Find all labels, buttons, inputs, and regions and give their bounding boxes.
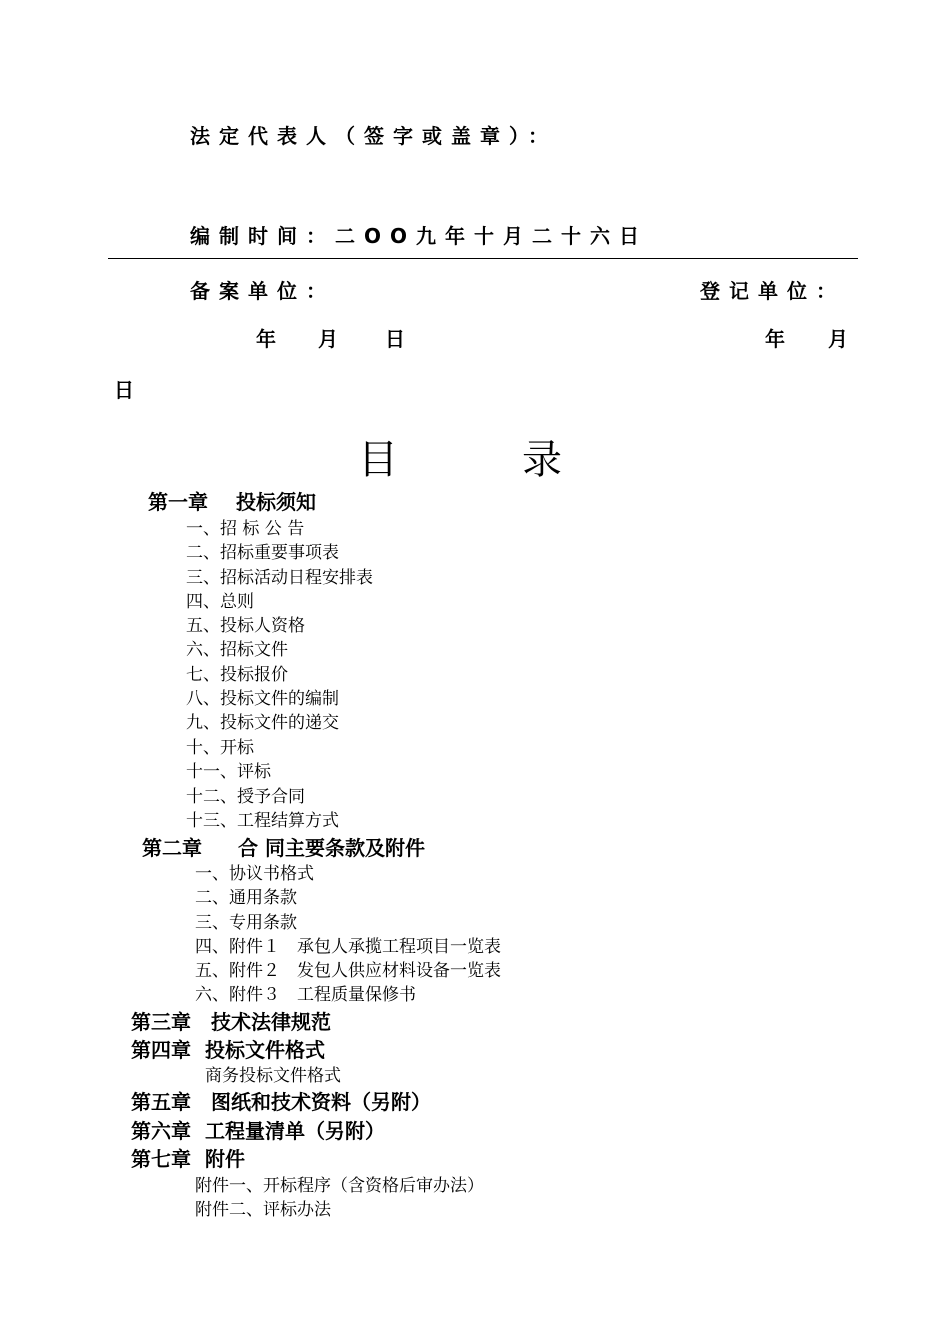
legal-representative-label: 法定代表人（签字或盖章）： (190, 124, 557, 148)
toc-item: 四、附件１ 承包人承揽工程项目一览表 (195, 937, 501, 957)
toc-chapter-5 (131, 1090, 431, 1114)
record-unit-label: 备案单位： (190, 279, 335, 303)
chapter-number: 第七章 (131, 1147, 191, 1171)
chapter-title: 图纸和技术资料（另附） (211, 1090, 431, 1114)
toc-item: 六、招标文件 (186, 640, 288, 660)
toc-item: 九、投标文件的递交 (186, 713, 339, 733)
toc-item: 六、附件３ 工程质量保修书 (195, 985, 416, 1005)
toc-item: 十一、评标 (186, 762, 271, 782)
toc-chapter-1 (148, 490, 316, 514)
toc-chapter-6 (131, 1119, 385, 1143)
compile-time-line (190, 220, 648, 249)
chapter-title: 技术法律规范 (211, 1010, 331, 1034)
toc-item: 八、投标文件的编制 (186, 689, 339, 709)
toc-item: 五、附件２ 发包人供应材料设备一览表 (195, 961, 501, 981)
chapter-number: 第一章 (148, 490, 208, 514)
register-unit-label: 登记单位： (700, 279, 845, 303)
date-left-month: 月 (318, 327, 347, 351)
chapter-title: 投标文件格式 (205, 1038, 325, 1062)
toc-chapter-2 (142, 836, 425, 860)
toc-item: 十二、授予合同 (186, 787, 305, 807)
date-right-day: 日 (114, 378, 143, 402)
toc-chapter-7 (131, 1147, 245, 1171)
chapter-title: 合 同主要条款及附件 (238, 836, 425, 860)
divider-line (108, 258, 858, 259)
toc-item: 十、开标 (186, 738, 254, 758)
toc-chapter-4 (131, 1038, 325, 1062)
toc-item: 二、通用条款 (195, 888, 297, 908)
toc-chapter-3 (131, 1010, 331, 1034)
chapter-number: 第四章 (131, 1038, 191, 1062)
toc-item: 一、招 标 公 告 (186, 519, 305, 539)
chapter-number: 第五章 (131, 1090, 191, 1114)
toc-item: 十三、工程结算方式 (186, 811, 339, 831)
toc-item: 商务投标文件格式 (205, 1066, 341, 1086)
date-right-year: 年 (765, 327, 794, 351)
toc-item: 一、协议书格式 (195, 864, 314, 884)
compile-time-value: 二OO九年十月二十六日 (335, 224, 649, 248)
toc-item: 二、招标重要事项表 (186, 543, 339, 563)
chapter-title: 投标须知 (236, 490, 316, 514)
toc-item: 七、投标报价 (186, 665, 288, 685)
chapter-number: 第六章 (131, 1119, 191, 1143)
toc-item: 三、招标活动日程安排表 (186, 568, 373, 588)
toc-item: 四、总则 (186, 592, 254, 612)
date-right-month: 月 (828, 327, 857, 351)
chapter-number: 第二章 (142, 836, 202, 860)
date-left-year: 年 (256, 327, 285, 351)
toc-item: 三、专用条款 (195, 913, 297, 933)
date-left-day: 日 (385, 327, 414, 351)
toc-item: 附件一、开标程序（含资格后审办法） (195, 1176, 484, 1196)
compile-time-label: 编制时间： (190, 224, 335, 248)
toc-title-right: 录 (522, 437, 562, 483)
toc-item: 附件二、评标办法 (195, 1200, 331, 1220)
chapter-number: 第三章 (131, 1010, 191, 1034)
toc-title-left: 目 (358, 437, 398, 483)
toc-item: 五、投标人资格 (186, 616, 305, 636)
chapter-title: 附件 (205, 1147, 245, 1171)
chapter-title: 工程量清单（另附） (205, 1119, 385, 1143)
